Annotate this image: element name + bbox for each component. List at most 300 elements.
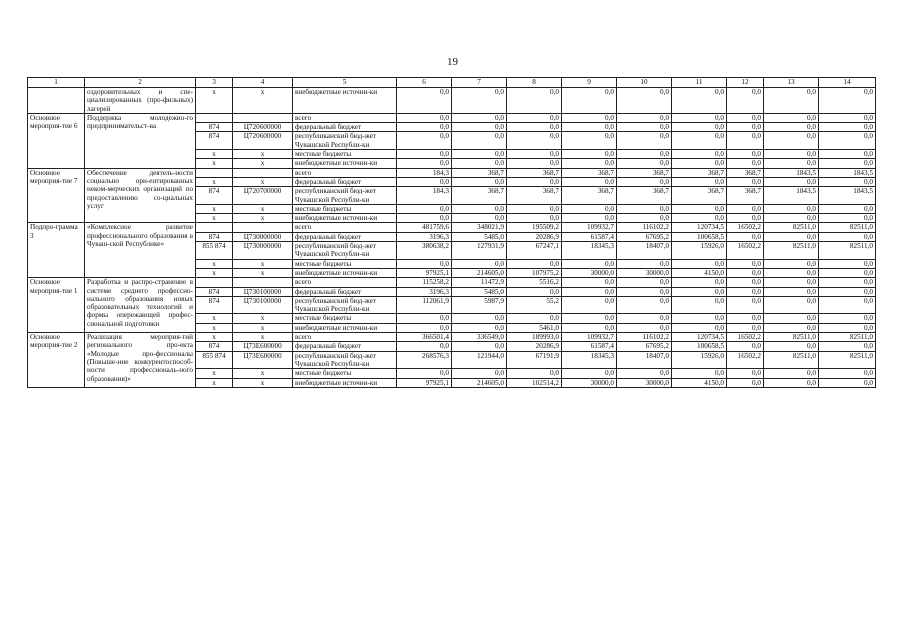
amount-cell-7: 0,0 <box>452 132 507 150</box>
amount-cell-8: 195509,2 <box>507 223 562 232</box>
amount-cell-11: 120734,5 <box>672 223 727 232</box>
grbs-code-cell: x <box>196 268 233 277</box>
amount-cell-7: 0,0 <box>452 123 507 132</box>
amount-cell-9: 0,0 <box>562 159 617 168</box>
amount-cell-11: 0,0 <box>672 278 727 287</box>
target-article-cell <box>233 223 293 232</box>
budget-table <box>27 77 876 388</box>
amount-cell-13: 0,0 <box>764 214 819 223</box>
amount-cell-9: 368,7 <box>562 187 617 205</box>
target-article-cell: Ц730000000 <box>233 232 293 241</box>
amount-cell-9: 30000,0 <box>562 268 617 277</box>
amount-cell-6: 3196,3 <box>397 287 452 296</box>
page-number: 19 <box>447 56 458 68</box>
amount-cell-9: 61587,4 <box>562 232 617 241</box>
amount-cell-6: 3196,3 <box>397 232 452 241</box>
target-article-cell: x <box>233 204 293 213</box>
amount-cell-12: 368,7 <box>727 168 764 177</box>
funding-source-cell: федеральный бюджет <box>293 342 397 351</box>
amount-cell-8: 0,0 <box>507 287 562 296</box>
amount-cell-9: 0,0 <box>562 204 617 213</box>
funding-source-cell: местные бюджеты <box>293 259 397 268</box>
amount-cell-10: 0,0 <box>617 132 672 150</box>
target-article-cell: x <box>233 150 293 159</box>
grbs-code-cell: 874 <box>196 232 233 241</box>
amount-cell-8: 0,0 <box>507 123 562 132</box>
program-name-cell <box>28 88 85 114</box>
amount-cell-8: 0,0 <box>507 132 562 150</box>
amount-cell-6: 268576,3 <box>397 351 452 369</box>
table-row <box>28 223 876 232</box>
amount-cell-10: 0,0 <box>617 323 672 332</box>
amount-cell-11: 0,0 <box>672 123 727 132</box>
amount-cell-10: 0,0 <box>617 278 672 287</box>
funding-source-cell: республиканский бюд-жет Чувашской Республи-ки <box>293 132 397 150</box>
column-header-11: 11 <box>672 78 727 88</box>
amount-cell-10: 18407,0 <box>617 242 672 260</box>
amount-cell-11: 0,0 <box>672 314 727 323</box>
amount-cell-9: 0,0 <box>562 177 617 186</box>
grbs-code-cell <box>196 223 233 232</box>
amount-cell-13: 0,0 <box>764 369 819 378</box>
amount-cell-7: 0,0 <box>452 342 507 351</box>
grbs-code-cell: x <box>196 150 233 159</box>
column-header-3: 3 <box>196 78 233 88</box>
target-article-cell: x <box>233 369 293 378</box>
program-name-cell: Основное мероприя-тие 7 <box>28 168 85 223</box>
amount-cell-14: 0,0 <box>819 323 876 332</box>
amount-cell-10: 116102,2 <box>617 223 672 232</box>
amount-cell-11: 0,0 <box>672 113 727 122</box>
amount-cell-13: 0,0 <box>764 113 819 122</box>
funding-source-cell: федеральный бюджет <box>293 177 397 186</box>
amount-cell-12: 0,0 <box>727 342 764 351</box>
column-header-6: 6 <box>397 78 452 88</box>
program-description-cell: Обеспечение деятель-ности социально ори-ентированных неком-мерческих организаций по предоставлению со-циальных услуг <box>85 168 196 223</box>
amount-cell-7: 368,7 <box>452 168 507 177</box>
program-description-cell: оздоровительных и спе-циализированных (про-фильных) лагерей <box>85 88 196 114</box>
column-header-10: 10 <box>617 78 672 88</box>
amount-cell-12: 0,0 <box>727 232 764 241</box>
amount-cell-13: 0,0 <box>764 88 819 114</box>
grbs-code-cell: 874 <box>196 296 233 314</box>
funding-source-cell: внебюджетные источни-ки <box>293 378 397 387</box>
table-row <box>28 88 876 114</box>
amount-cell-6: 112061,9 <box>397 296 452 314</box>
amount-cell-6: 184,3 <box>397 187 452 205</box>
amount-cell-13: 82511,0 <box>764 223 819 232</box>
amount-cell-10: 0,0 <box>617 204 672 213</box>
grbs-code-cell: x <box>196 177 233 186</box>
amount-cell-6: 0,0 <box>397 159 452 168</box>
amount-cell-12: 0,0 <box>727 314 764 323</box>
amount-cell-12: 0,0 <box>727 259 764 268</box>
target-article-cell <box>233 113 293 122</box>
amount-cell-10: 30000,0 <box>617 268 672 277</box>
amount-cell-9: 0,0 <box>562 123 617 132</box>
amount-cell-10: 0,0 <box>617 159 672 168</box>
amount-cell-7: 5987,9 <box>452 296 507 314</box>
amount-cell-8: 368,7 <box>507 187 562 205</box>
grbs-code-cell: 874 <box>196 342 233 351</box>
amount-cell-8: 107975,2 <box>507 268 562 277</box>
amount-cell-13: 0,0 <box>764 296 819 314</box>
amount-cell-7: 0,0 <box>452 259 507 268</box>
amount-cell-13: 0,0 <box>764 278 819 287</box>
amount-cell-6: 97925,1 <box>397 378 452 387</box>
amount-cell-14: 0,0 <box>819 177 876 186</box>
grbs-code-cell: x <box>196 214 233 223</box>
table-body <box>28 88 876 388</box>
amount-cell-6: 481759,6 <box>397 223 452 232</box>
amount-cell-8: 0,0 <box>507 259 562 268</box>
amount-cell-6: 0,0 <box>397 150 452 159</box>
amount-cell-11: 100658,5 <box>672 232 727 241</box>
amount-cell-13: 0,0 <box>764 150 819 159</box>
amount-cell-14: 82511,0 <box>819 351 876 369</box>
amount-cell-7: 214605,0 <box>452 378 507 387</box>
amount-cell-8: 0,0 <box>507 204 562 213</box>
amount-cell-14: 0,0 <box>819 159 876 168</box>
header-row <box>28 78 876 88</box>
amount-cell-12: 0,0 <box>727 132 764 150</box>
amount-cell-7: 0,0 <box>452 323 507 332</box>
amount-cell-7: 0,0 <box>452 314 507 323</box>
funding-source-cell: внебюджетные источни-ки <box>293 268 397 277</box>
amount-cell-8: 0,0 <box>507 177 562 186</box>
amount-cell-9: 109932,7 <box>562 223 617 232</box>
amount-cell-12: 16502,2 <box>727 223 764 232</box>
amount-cell-7: 0,0 <box>452 214 507 223</box>
amount-cell-6: 0,0 <box>397 342 452 351</box>
target-article-cell: Ц720600000 <box>233 132 293 150</box>
program-name-cell: Основное мероприя-тие 2 <box>28 333 85 388</box>
amount-cell-13: 1843,5 <box>764 168 819 177</box>
amount-cell-14: 82511,0 <box>819 333 876 342</box>
funding-source-cell: местные бюджеты <box>293 369 397 378</box>
amount-cell-8: 0,0 <box>507 88 562 114</box>
table-header <box>28 78 876 88</box>
amount-cell-12: 368,7 <box>727 187 764 205</box>
column-header-8: 8 <box>507 78 562 88</box>
target-article-cell: Ц730100000 <box>233 296 293 314</box>
amount-cell-7: 0,0 <box>452 150 507 159</box>
amount-cell-9: 0,0 <box>562 113 617 122</box>
program-name-cell: Основное мероприя-тие 6 <box>28 113 85 168</box>
amount-cell-11: 4150,0 <box>672 268 727 277</box>
funding-source-cell: всего <box>293 113 397 122</box>
amount-cell-6: 0,0 <box>397 113 452 122</box>
amount-cell-8: 102514,2 <box>507 378 562 387</box>
table-row <box>28 113 876 122</box>
amount-cell-9: 0,0 <box>562 278 617 287</box>
amount-cell-10: 0,0 <box>617 369 672 378</box>
column-header-7: 7 <box>452 78 507 88</box>
target-article-cell: Ц720700000 <box>233 187 293 205</box>
amount-cell-7: 0,0 <box>452 113 507 122</box>
amount-cell-6: 0,0 <box>397 123 452 132</box>
funding-source-cell: внебюджетные источни-ки <box>293 159 397 168</box>
amount-cell-12: 0,0 <box>727 113 764 122</box>
funding-source-cell: всего <box>293 168 397 177</box>
amount-cell-7: 0,0 <box>452 177 507 186</box>
target-article-cell: x <box>233 214 293 223</box>
amount-cell-11: 0,0 <box>672 287 727 296</box>
grbs-code-cell <box>196 278 233 287</box>
amount-cell-14: 0,0 <box>819 378 876 387</box>
amount-cell-8: 5516,2 <box>507 278 562 287</box>
amount-cell-6: 115258,2 <box>397 278 452 287</box>
grbs-code-cell: x <box>196 204 233 213</box>
target-article-cell: x <box>233 268 293 277</box>
funding-source-cell: всего <box>293 223 397 232</box>
amount-cell-8: 0,0 <box>507 113 562 122</box>
amount-cell-12: 0,0 <box>727 268 764 277</box>
amount-cell-8: 0,0 <box>507 314 562 323</box>
amount-cell-14: 0,0 <box>819 296 876 314</box>
amount-cell-7: 336549,0 <box>452 333 507 342</box>
grbs-code-cell: x <box>196 323 233 332</box>
amount-cell-6: 0,0 <box>397 214 452 223</box>
funding-source-cell: местные бюджеты <box>293 314 397 323</box>
amount-cell-9: 18345,3 <box>562 242 617 260</box>
amount-cell-6: 0,0 <box>397 177 452 186</box>
grbs-code-cell: x <box>196 88 233 114</box>
amount-cell-13: 0,0 <box>764 342 819 351</box>
amount-cell-9: 0,0 <box>562 323 617 332</box>
program-description-cell: Разработка и распро-странение в системе среднего профессио-нального образования новых образовательных технологий и формы опережающей профес-сиональной подготовки <box>85 278 196 333</box>
amount-cell-13: 1843,5 <box>764 187 819 205</box>
amount-cell-14: 0,0 <box>819 342 876 351</box>
amount-cell-11: 0,0 <box>672 159 727 168</box>
amount-cell-13: 0,0 <box>764 177 819 186</box>
amount-cell-9: 0,0 <box>562 214 617 223</box>
amount-cell-11: 0,0 <box>672 214 727 223</box>
amount-cell-11: 0,0 <box>672 150 727 159</box>
target-article-cell: x <box>233 88 293 114</box>
amount-cell-9: 0,0 <box>562 88 617 114</box>
amount-cell-12: 16502,2 <box>727 242 764 260</box>
grbs-code-cell: 874 <box>196 123 233 132</box>
table-row <box>28 278 876 287</box>
amount-cell-9: 0,0 <box>562 287 617 296</box>
amount-cell-14: 0,0 <box>819 232 876 241</box>
amount-cell-11: 0,0 <box>672 323 727 332</box>
amount-cell-8: 67191,9 <box>507 351 562 369</box>
target-article-cell: x <box>233 159 293 168</box>
target-article-cell <box>233 278 293 287</box>
amount-cell-14: 0,0 <box>819 113 876 122</box>
grbs-code-cell <box>196 113 233 122</box>
amount-cell-13: 0,0 <box>764 132 819 150</box>
target-article-cell: x <box>233 323 293 332</box>
amount-cell-10: 0,0 <box>617 259 672 268</box>
target-article-cell: x <box>233 177 293 186</box>
funding-source-cell: федеральный бюджет <box>293 287 397 296</box>
funding-source-cell: федеральный бюджет <box>293 232 397 241</box>
funding-source-cell: федеральный бюджет <box>293 123 397 132</box>
column-header-12: 12 <box>727 78 764 88</box>
amount-cell-14: 0,0 <box>819 287 876 296</box>
amount-cell-13: 82511,0 <box>764 242 819 260</box>
amount-cell-11: 100658,5 <box>672 342 727 351</box>
target-article-cell: x <box>233 333 293 342</box>
amount-cell-6: 184,3 <box>397 168 452 177</box>
amount-cell-8: 0,0 <box>507 159 562 168</box>
amount-cell-14: 0,0 <box>819 88 876 114</box>
amount-cell-7: 368,7 <box>452 187 507 205</box>
amount-cell-12: 0,0 <box>727 378 764 387</box>
amount-cell-13: 82511,0 <box>764 351 819 369</box>
grbs-code-cell: x <box>196 159 233 168</box>
target-article-cell: Ц730000000 <box>233 242 293 260</box>
amount-cell-7: 0,0 <box>452 88 507 114</box>
funding-source-cell: внебюджетные источни-ки <box>293 88 397 114</box>
amount-cell-14: 0,0 <box>819 259 876 268</box>
funding-source-cell: всего <box>293 333 397 342</box>
amount-cell-7: 0,0 <box>452 159 507 168</box>
amount-cell-10: 0,0 <box>617 177 672 186</box>
amount-cell-12: 0,0 <box>727 296 764 314</box>
amount-cell-8: 0,0 <box>507 369 562 378</box>
amount-cell-9: 0,0 <box>562 259 617 268</box>
amount-cell-10: 67695,2 <box>617 232 672 241</box>
funding-source-cell: внебюджетные источни-ки <box>293 323 397 332</box>
grbs-code-cell: 874 <box>196 132 233 150</box>
amount-cell-13: 82511,0 <box>764 333 819 342</box>
amount-cell-13: 0,0 <box>764 378 819 387</box>
amount-cell-6: 0,0 <box>397 88 452 114</box>
amount-cell-6: 380638,2 <box>397 242 452 260</box>
amount-cell-7: 0,0 <box>452 204 507 213</box>
amount-cell-9: 0,0 <box>562 369 617 378</box>
amount-cell-11: 0,0 <box>672 132 727 150</box>
amount-cell-13: 0,0 <box>764 204 819 213</box>
amount-cell-10: 67695,2 <box>617 342 672 351</box>
grbs-code-cell: x <box>196 314 233 323</box>
amount-cell-11: 0,0 <box>672 296 727 314</box>
amount-cell-9: 30000,0 <box>562 378 617 387</box>
amount-cell-11: 15926,0 <box>672 351 727 369</box>
column-header-4: 4 <box>233 78 293 88</box>
amount-cell-11: 0,0 <box>672 259 727 268</box>
grbs-code-cell: x <box>196 369 233 378</box>
amount-cell-10: 0,0 <box>617 214 672 223</box>
amount-cell-10: 0,0 <box>617 88 672 114</box>
amount-cell-11: 368,7 <box>672 187 727 205</box>
amount-cell-7: 0,0 <box>452 369 507 378</box>
funding-source-cell: местные бюджеты <box>293 150 397 159</box>
amount-cell-13: 0,0 <box>764 314 819 323</box>
amount-cell-14: 0,0 <box>819 204 876 213</box>
amount-cell-13: 0,0 <box>764 232 819 241</box>
program-description-cell: Реализация мероприя-тий регионального про-екта «Молодые про-фессионалы (Повыше-ние конкурентоспособ-ности профессиональ-ного образования)» <box>85 333 196 388</box>
amount-cell-11: 0,0 <box>672 369 727 378</box>
amount-cell-12: 0,0 <box>727 159 764 168</box>
amount-cell-7: 121944,0 <box>452 351 507 369</box>
amount-cell-13: 0,0 <box>764 287 819 296</box>
amount-cell-11: 120734,5 <box>672 333 727 342</box>
target-article-cell: Ц720600000 <box>233 123 293 132</box>
target-article-cell: x <box>233 314 293 323</box>
amount-cell-10: 0,0 <box>617 150 672 159</box>
amount-cell-11: 0,0 <box>672 204 727 213</box>
amount-cell-11: 4150,0 <box>672 378 727 387</box>
amount-cell-9: 0,0 <box>562 314 617 323</box>
amount-cell-13: 0,0 <box>764 123 819 132</box>
grbs-code-cell: 874 <box>196 187 233 205</box>
grbs-code-cell: x <box>196 378 233 387</box>
amount-cell-12: 0,0 <box>727 123 764 132</box>
amount-cell-7: 11472,9 <box>452 278 507 287</box>
amount-cell-10: 368,7 <box>617 187 672 205</box>
amount-cell-9: 109932,7 <box>562 333 617 342</box>
amount-cell-10: 0,0 <box>617 287 672 296</box>
amount-cell-11: 0,0 <box>672 177 727 186</box>
amount-cell-14: 82511,0 <box>819 223 876 232</box>
grbs-code-cell: 855 874 <box>196 242 233 260</box>
amount-cell-6: 0,0 <box>397 369 452 378</box>
amount-cell-9: 0,0 <box>562 150 617 159</box>
amount-cell-6: 0,0 <box>397 314 452 323</box>
target-article-cell: x <box>233 259 293 268</box>
amount-cell-9: 0,0 <box>562 132 617 150</box>
target-article-cell: Ц73Е600000 <box>233 351 293 369</box>
amount-cell-10: 30000,0 <box>617 378 672 387</box>
program-description-cell: Поддержка молодежно-го предпринимательст-ва <box>85 113 196 168</box>
amount-cell-8: 20286,9 <box>507 232 562 241</box>
amount-cell-13: 0,0 <box>764 259 819 268</box>
amount-cell-8: 55,2 <box>507 296 562 314</box>
target-article-cell: Ц73Е600000 <box>233 342 293 351</box>
amount-cell-14: 0,0 <box>819 214 876 223</box>
amount-cell-14: 1843,5 <box>819 187 876 205</box>
amount-cell-13: 0,0 <box>764 268 819 277</box>
amount-cell-13: 0,0 <box>764 323 819 332</box>
amount-cell-14: 1843,5 <box>819 168 876 177</box>
column-header-5: 5 <box>293 78 397 88</box>
amount-cell-12: 16502,2 <box>727 351 764 369</box>
amount-cell-10: 0,0 <box>617 123 672 132</box>
amount-cell-9: 61587,4 <box>562 342 617 351</box>
amount-cell-7: 348021,9 <box>452 223 507 232</box>
target-article-cell: Ц730100000 <box>233 287 293 296</box>
amount-cell-9: 18345,3 <box>562 351 617 369</box>
amount-cell-8: 20286,9 <box>507 342 562 351</box>
amount-cell-6: 0,0 <box>397 259 452 268</box>
amount-cell-12: 0,0 <box>727 287 764 296</box>
column-header-1: 1 <box>28 78 85 88</box>
amount-cell-14: 0,0 <box>819 268 876 277</box>
grbs-code-cell: x <box>196 259 233 268</box>
amount-cell-14: 0,0 <box>819 150 876 159</box>
amount-cell-14: 0,0 <box>819 314 876 323</box>
amount-cell-10: 18407,0 <box>617 351 672 369</box>
grbs-code-cell: 874 <box>196 287 233 296</box>
amount-cell-7: 5485,0 <box>452 232 507 241</box>
amount-cell-12: 0,0 <box>727 177 764 186</box>
funding-source-cell: республиканский бюд-жет Чувашской Республи-ки <box>293 351 397 369</box>
column-header-13: 13 <box>764 78 819 88</box>
amount-cell-12: 0,0 <box>727 369 764 378</box>
amount-cell-6: 0,0 <box>397 323 452 332</box>
amount-cell-12: 0,0 <box>727 214 764 223</box>
funding-source-cell: внебюджетные источни-ки <box>293 214 397 223</box>
amount-cell-10: 0,0 <box>617 113 672 122</box>
amount-cell-14: 0,0 <box>819 123 876 132</box>
amount-cell-7: 127931,9 <box>452 242 507 260</box>
amount-cell-7: 5485,0 <box>452 287 507 296</box>
